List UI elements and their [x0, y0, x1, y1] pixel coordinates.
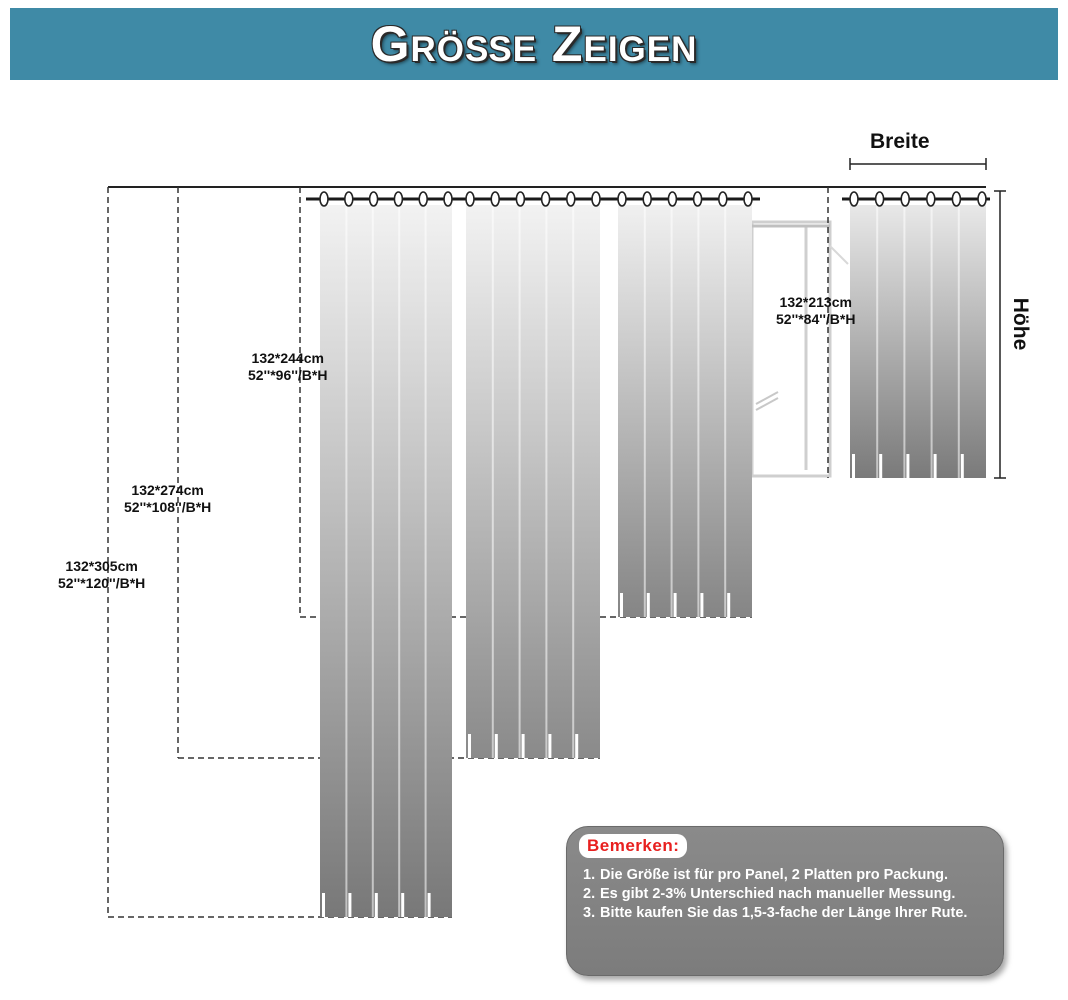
curtain-hem-gap	[468, 734, 471, 758]
grommet-ring	[516, 192, 524, 206]
grommet-ring	[978, 192, 986, 206]
curtain-hem-gap	[522, 734, 525, 758]
curtain-hem-gap	[879, 454, 882, 478]
size-inch-274: 52''*108''/B*H	[124, 499, 212, 515]
curtain-hem-gap	[620, 593, 623, 617]
grommet-ring	[345, 192, 353, 206]
grommet-ring	[668, 192, 676, 206]
curtain-panel-305	[320, 192, 452, 917]
grommet-ring	[542, 192, 550, 206]
size-label-274	[124, 482, 211, 516]
grommet-ring	[643, 192, 651, 206]
curtain-hem-gap	[906, 454, 909, 478]
curtain-hem-gap	[647, 593, 650, 617]
grommet-ring	[952, 192, 960, 206]
width-label: Breite	[870, 130, 930, 153]
grommet-ring	[394, 192, 402, 206]
curtain-hem-gap	[727, 593, 730, 617]
window-frame	[752, 222, 848, 476]
grommet-ring	[491, 192, 499, 206]
curtain-panel-213	[850, 192, 986, 478]
size-cm-213: 132*213cm	[779, 294, 852, 310]
note-item	[583, 867, 991, 884]
curtain-fabric	[466, 205, 600, 758]
size-inch-213: 52''*84''/B*H	[776, 311, 856, 327]
curtain-hem-gap	[934, 454, 937, 478]
curtain-panel-244	[618, 192, 752, 617]
grommet-ring	[567, 192, 575, 206]
grommet-ring	[320, 192, 328, 206]
size-inch-244: 52''*96''/B*H	[248, 367, 328, 383]
note-text: Es gibt 2-3% Unterschied nach manueller Messung.	[600, 886, 956, 902]
notes-title: Bemerken:	[579, 834, 687, 858]
grommet-ring	[370, 192, 378, 206]
grommet-ring	[876, 192, 884, 206]
grommet-ring	[927, 192, 935, 206]
grommet-ring	[744, 192, 752, 206]
curtain-panel-274	[466, 192, 600, 758]
note-item	[583, 886, 991, 903]
curtain-hem-gap	[674, 593, 677, 617]
note-text: Die Größe ist für pro Panel, 2 Platten pro Packung.	[600, 867, 949, 883]
curtain-fabric	[320, 205, 452, 917]
curtain-hem-gap	[375, 893, 378, 917]
notes-box	[566, 826, 1004, 976]
grommet-ring	[901, 192, 909, 206]
curtain-hem-gap	[401, 893, 404, 917]
size-label-213	[776, 294, 855, 328]
grommet-ring	[466, 192, 474, 206]
size-label-305	[58, 558, 145, 592]
curtain-panels	[306, 192, 990, 917]
note-text: Bitte kaufen Sie das 1,5-3-fache der Länge Ihrer Rute.	[600, 905, 968, 921]
grommet-ring	[850, 192, 858, 206]
size-cm-244: 132*244cm	[251, 350, 324, 366]
width-dimension-line	[850, 158, 986, 170]
curtain-hem-gap	[700, 593, 703, 617]
size-cm-305: 132*305cm	[65, 558, 138, 574]
curtain-hem-gap	[961, 454, 964, 478]
curtain-hem-gap	[852, 454, 855, 478]
curtain-fabric	[850, 205, 986, 478]
curtain-hem-gap	[495, 734, 498, 758]
grommet-ring	[618, 192, 626, 206]
size-inch-305: 52''*120''/B*H	[58, 575, 146, 591]
size-label-244	[248, 350, 327, 384]
grommet-ring	[719, 192, 727, 206]
curtain-hem-gap	[428, 893, 431, 917]
curtain-hem-gap	[548, 734, 551, 758]
grommet-ring	[444, 192, 452, 206]
curtain-hem-gap	[348, 893, 351, 917]
size-cm-274: 132*274cm	[131, 482, 204, 498]
curtain-hem-gap	[322, 893, 325, 917]
note-item	[583, 905, 991, 922]
note-number: 2.	[583, 886, 596, 902]
grommet-ring	[419, 192, 427, 206]
height-dimension-line	[994, 191, 1006, 478]
curtain-fabric	[618, 205, 752, 617]
notes-list	[583, 867, 991, 924]
grommet-ring	[694, 192, 702, 206]
note-number: 1.	[583, 867, 596, 883]
curtain-hem-gap	[575, 734, 578, 758]
height-label: Höhe	[1009, 297, 1032, 351]
page-title: Größe Zeigen	[370, 16, 698, 72]
note-number: 3.	[583, 905, 596, 921]
grommet-ring	[592, 192, 600, 206]
